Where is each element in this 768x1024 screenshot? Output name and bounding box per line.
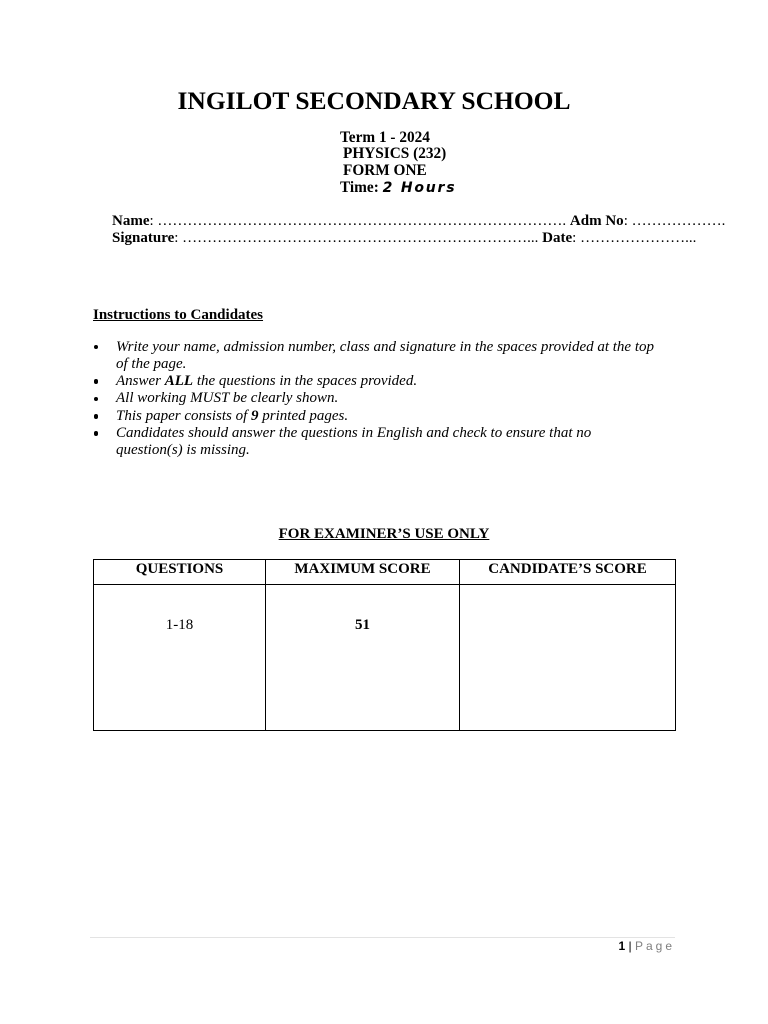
instruction-item [93, 339, 713, 374]
examiner-score-table [93, 559, 676, 731]
instruction-text: Write your name, admission number, class and signature in the spaces provided at the top of the page. [116, 338, 655, 372]
column-header-candidate-score: CANDIDATE’S SCORE [460, 560, 676, 585]
exam-time [340, 180, 456, 196]
column-header-maximum-score: MAXIMUM SCORE [266, 560, 460, 585]
page-footer [618, 940, 675, 952]
instruction-text: printed pages. [258, 407, 349, 424]
time-label: Time: [340, 178, 379, 196]
questions-range-cell: 1-18 [94, 585, 266, 731]
signature-blank: : ……………………………………………………………... [174, 229, 539, 246]
exam-term: Term 1 - 2024 [340, 128, 430, 146]
exam-form: FORM ONE [343, 161, 427, 179]
school-name-title: INGILOT SECONDARY SCHOOL [177, 86, 571, 115]
bullet-icon [94, 345, 99, 350]
page-separator: | [628, 939, 632, 953]
bullet-icon [94, 397, 99, 402]
instruction-item [93, 425, 713, 460]
adm-no-blank: : ………………. [623, 212, 726, 229]
name-adm-line [112, 214, 725, 229]
instruction-text: All working MUST be clearly shown. [116, 390, 339, 407]
page-label: Page [634, 939, 675, 953]
date-label: Date [542, 229, 573, 246]
signature-date-line [112, 231, 696, 246]
examiner-use-heading: FOR EXAMINER’S USE ONLY [278, 525, 490, 542]
bullet-icon [94, 414, 99, 419]
instruction-emphasis: ALL [164, 373, 194, 390]
name-blank: : ………………………………………………………………………. [149, 212, 567, 229]
bullet-icon [94, 379, 99, 384]
instruction-emphasis: 9 [251, 407, 259, 424]
candidate-score-cell [460, 585, 676, 731]
instructions-heading: Instructions to Candidates [93, 306, 264, 323]
signature-label: Signature [112, 229, 175, 246]
instructions-list [93, 339, 713, 460]
date-blank: : …………………... [572, 229, 697, 246]
instruction-text: the questions in the spaces provided. [193, 373, 418, 390]
page-number: 1 [618, 939, 626, 953]
instruction-item [93, 373, 713, 390]
instruction-item [93, 408, 713, 425]
exam-subject: PHYSICS (232) [343, 144, 447, 162]
instruction-text: Candidates should answer the questions in English and check to ensure that no question(s) is missing. [116, 424, 592, 459]
column-header-questions: QUESTIONS [94, 560, 266, 585]
adm-no-label: Adm No [569, 212, 624, 229]
footer-divider [90, 937, 675, 938]
time-value: 2 Hours [382, 179, 457, 196]
maximum-score-cell: 51 [266, 585, 460, 731]
instruction-text: Answer [116, 373, 165, 390]
bullet-icon [94, 431, 99, 436]
name-label: Name [112, 212, 150, 229]
instruction-text: This paper consists of [116, 407, 252, 424]
instruction-item [93, 390, 713, 407]
